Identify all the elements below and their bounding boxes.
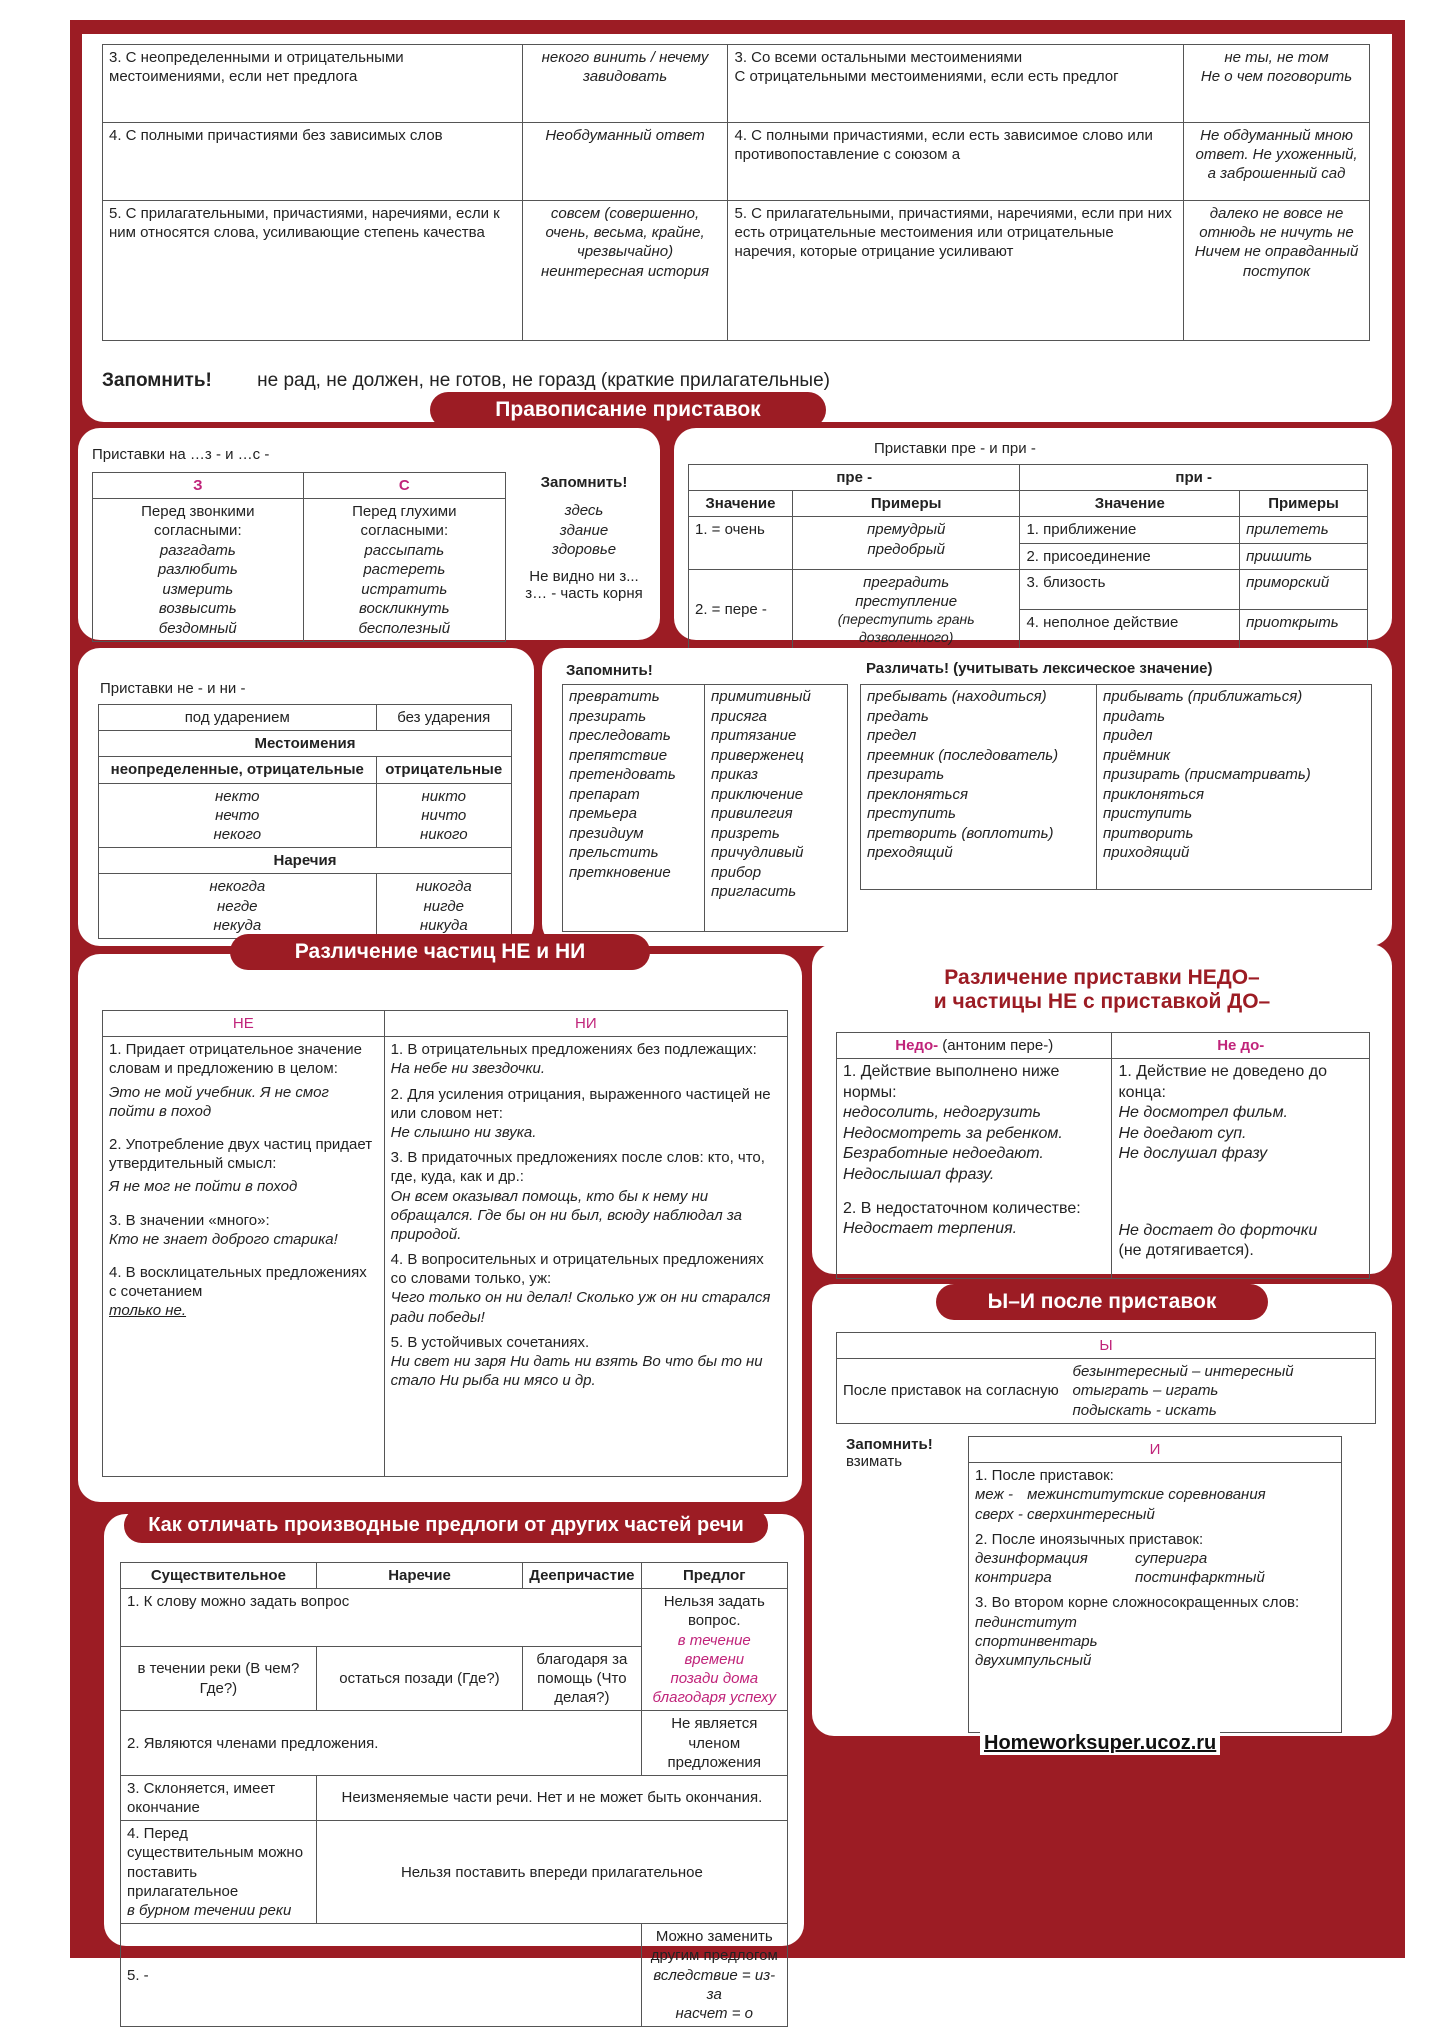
s-desc: Перед глухими согласными: (352, 503, 457, 540)
remember-label: Запомнить! (846, 1436, 933, 1453)
remember-note2: з… - часть корня (525, 584, 643, 602)
ni-example: Чего только он ни делал! Сколько уж он ни старался ради победы! (390, 1289, 771, 1326)
gerund-example: благодаря за помощь (Что делая?) (523, 1646, 641, 1711)
word: ничто (421, 806, 467, 824)
particles-table (102, 1010, 788, 1477)
col-noun: Существительное (121, 1563, 317, 1589)
word: прельстить (569, 844, 659, 861)
ni-head: НИ (384, 1011, 787, 1037)
word: бесполезный (358, 619, 451, 637)
pre-pri-words-panel (542, 648, 1392, 946)
neg-head: отрицательные (376, 757, 511, 783)
nedo-rule: 1. Действие выполнено ниже нормы: (843, 1063, 1060, 1101)
word: некто (215, 787, 260, 805)
ni-example: Не слышно ни звука. (390, 1123, 537, 1141)
word: преемник (последователь) (867, 746, 1059, 764)
neni-caption: Приставки не - и ни - (100, 680, 246, 697)
remember-col-pre (563, 685, 705, 931)
stressed-head: под ударением (99, 705, 377, 731)
zs-caption: Приставки на …з - и …с - (92, 446, 270, 463)
row5-label: 5. - (121, 1924, 642, 2027)
ne-rule: 2. Употребление двух частиц придает утвердительный смысл: (109, 1135, 373, 1173)
word: постинфарктный (1135, 1569, 1265, 1587)
word: претендовать (569, 766, 676, 783)
word: возвысить (158, 600, 237, 618)
word: бездомный (158, 619, 237, 637)
word: здание (559, 521, 609, 539)
prefix: сверх - (975, 1505, 1023, 1523)
ne-do-example: Не дослушал фразу (1118, 1145, 1268, 1163)
prepri-caption: Приставки пре - и при - (874, 440, 1036, 457)
i-rule: 2. После иноязычных приставок: (975, 1530, 1204, 1548)
word: придел (1103, 727, 1153, 744)
remember-label: Запомнить! (102, 370, 212, 391)
prepositions-panel (104, 1514, 804, 2022)
remember-row (102, 370, 830, 392)
remember-text: не рад, не должен, не готов, не горазд (краткие прилагательные) (257, 370, 830, 391)
word: отыграть – играть (1072, 1382, 1219, 1400)
y-i-panel (812, 1284, 1392, 1736)
word: предать (867, 707, 929, 725)
row4-text: Нельзя поставить впереди прилагательное (316, 1821, 787, 1924)
nedo-rule: 2. В недостаточном количестве: (843, 1200, 1081, 1217)
yi-remember (846, 1436, 933, 1470)
pre-pri-table (688, 464, 1368, 651)
ne-head: НЕ (103, 1011, 385, 1037)
nedo-example: Недостает терпения. (843, 1220, 1018, 1238)
col-meaning: Значение (1020, 491, 1240, 517)
ex-5-right: далеко не вовсе не отнюдь не ничуть не Ничем не оправданный поступок (1184, 201, 1370, 341)
word: преткновение (569, 863, 671, 881)
pre-meaning-1: 1. = очень (689, 517, 793, 569)
particles-title: Различение частиц НЕ и НИ (230, 934, 650, 970)
row3-text: Неизменяемые части речи. Нет и не может быть окончания. (316, 1775, 787, 1820)
remember-words-box (562, 684, 848, 932)
ni-rule: 3. В придаточных предложениях после слов: кто, что, где, куда, как и др.: (390, 1149, 765, 1186)
nedo-table (836, 1032, 1370, 1279)
remember-word: взимать (846, 1453, 903, 1470)
word: нечто (215, 806, 260, 824)
col-gerund: Деепричастие (523, 1563, 641, 1589)
word: призреть (711, 824, 780, 842)
ne-do-rule: 1. Действие не доведено до конца: (1118, 1063, 1327, 1101)
word: спортинвентарь (975, 1632, 1098, 1650)
ne-do-rules (1112, 1059, 1370, 1279)
word: межинститутские соревнования (1027, 1486, 1266, 1504)
nedo-title-line1: Различение приставки НЕДО– (944, 966, 1260, 989)
ni-rule: 4. В вопросительных и отрицательных предложениях со словами только, уж: (390, 1251, 764, 1288)
word: примитивный (711, 688, 811, 705)
word: препятствие (569, 746, 668, 764)
col-examples: Примеры (1240, 491, 1368, 517)
row2-preposition: Не является членом предложения (641, 1711, 787, 1776)
ex-3-right: не ты, не том Не о чем поговорить (1184, 45, 1370, 123)
word: растереть (363, 561, 446, 579)
y-rule: После приставок на согласную (837, 1359, 1067, 1424)
ne-ni-prefix-panel (78, 648, 534, 946)
site-watermark: Homeworksuper.ucoz.ru (980, 1732, 1220, 1755)
pre-examples-2 (792, 569, 1020, 650)
nedo-title (812, 966, 1392, 1014)
ne-do-example: Не досмотрел фильм. (1118, 1104, 1288, 1122)
nedo-example: Безработные недоедают. (843, 1145, 1044, 1163)
word: никого (419, 825, 468, 843)
word: предобрый (867, 540, 945, 558)
particles-panel (78, 954, 802, 1502)
col-preposition: Предлог (641, 1563, 787, 1589)
rule-5-left: 5. С прилагательными, причастиями, наречиями, если к ним относятся слова, усиливающие степень качества (103, 201, 523, 341)
ne-rule: 4. В восклицательных предложениях с сочетанием (109, 1263, 367, 1301)
row4-label: 4. Перед существительным можно поставить прилагательное (127, 1825, 304, 1900)
row4-example: в бурном течении реки (127, 1902, 292, 1919)
pre-head: пре - (689, 465, 1020, 491)
ex-4-left: Необдуманный ответ (522, 123, 728, 201)
word: предел (867, 727, 917, 744)
word: презирать (569, 707, 647, 725)
word: насчет = о (675, 2004, 753, 2022)
word: негде (217, 897, 258, 915)
word: прибор (711, 863, 762, 881)
y-examples (1067, 1359, 1376, 1424)
word: приступить (1103, 805, 1193, 822)
word: подыскать - искать (1072, 1401, 1217, 1419)
nedo-head-note: (антоним пере-) (942, 1037, 1054, 1054)
nedo-example: Недослышал фразу. (843, 1165, 995, 1183)
z-remember (516, 474, 652, 602)
poster-frame (70, 20, 1405, 2022)
pre-meaning-2: 2. = пере - (689, 569, 793, 650)
word: присяга (711, 707, 768, 725)
ne-rule: 1. Придает отрицательное значение словам и предложению в целом: (109, 1041, 362, 1078)
ni-rule: 2. Для усиления отрицания, выраженного частицей не или словом нет: (390, 1085, 771, 1122)
i-rules (969, 1463, 1342, 1733)
word: приверженец (711, 746, 804, 764)
word: премьера (569, 805, 637, 822)
prep-note: Нельзя задать вопрос. (663, 1593, 765, 1630)
ne-do-head: Не до- (1112, 1033, 1370, 1059)
rule-4-left: 4. С полными причастиями без зависимых слов (103, 123, 523, 201)
ni-rules (384, 1037, 787, 1477)
z-desc: Перед звонкими согласными: (141, 503, 255, 540)
ne-do-example: Не доедают суп. (1118, 1124, 1247, 1142)
z-words (99, 541, 297, 639)
nedo-example: недосолить, недогрузить (843, 1104, 1041, 1122)
word: преградить (863, 573, 950, 591)
word: никуда (419, 916, 468, 934)
word: препарат (569, 785, 640, 803)
word: прибывать (приближаться) (1103, 688, 1303, 705)
word: в течение времени (677, 1631, 751, 1668)
pri-meaning-3: 3. близость (1020, 569, 1240, 610)
word: приходящий (1103, 844, 1190, 861)
word: нигде (423, 897, 464, 915)
rule-5-right: 5. С прилагательными, причастиями, наречиями, если при них есть отрицательные местоимения или отрицательные наречия, которые отрицание усиливают (728, 201, 1184, 341)
word: здоровье (551, 541, 617, 558)
top-rules-panel (82, 34, 1392, 422)
prefixes-title: Правописание приставок (430, 392, 826, 428)
ne-example: только не. (109, 1302, 187, 1320)
word: преследовать (569, 727, 671, 744)
zs-prefix-panel (78, 428, 660, 640)
word: никогда (415, 878, 472, 896)
pre-pri-panel (674, 428, 1392, 646)
ne-rules (103, 1037, 385, 1477)
prep-note: Можно заменить другим предлогом (650, 1928, 778, 1965)
pri-example-4: приоткрыть (1240, 610, 1368, 651)
noun-example: в течении реки (В чем? Где?) (121, 1646, 317, 1711)
word: преступить (867, 805, 956, 822)
word: призирать (присматривать) (1103, 766, 1311, 783)
pre-examples-1 (792, 517, 1020, 569)
word: контригра (975, 1569, 1052, 1587)
word: дезинформация (975, 1549, 1088, 1567)
word: пребывать (находиться) (867, 688, 1047, 705)
i-rule: 3. Во втором корне сложносокращенных слов: (975, 1594, 1300, 1612)
adverbs-head: Наречия (99, 848, 512, 874)
col-adverb: Наречие (316, 1563, 522, 1589)
word: приклоняться (1103, 785, 1204, 803)
zs-table (92, 472, 506, 642)
word-note: (переступить грань дозволенного) (837, 611, 975, 646)
word: здесь (564, 502, 604, 519)
word: преходящий (867, 844, 953, 861)
i-table (968, 1436, 1342, 1733)
word: президиум (569, 824, 644, 842)
word: преступление (855, 592, 958, 610)
word: премудрый (866, 521, 946, 539)
word: разлюбить (157, 561, 238, 579)
row2-label: 2. Являются членами предложения. (121, 1711, 642, 1776)
word: придать (1103, 707, 1165, 725)
word: приказ (711, 766, 759, 783)
ne-example: Это не мой учебник. Я не смог пойти в поход (109, 1083, 329, 1120)
ni-example: Ни свет ни заря Ни дать ни взять Во что бы то ни стало Ни рыба ни мясо и др. (390, 1353, 763, 1390)
word: пединститут (975, 1613, 1077, 1631)
row1-preposition (641, 1589, 787, 1711)
unstressed-head: без ударения (376, 705, 511, 731)
word: истратить (361, 580, 448, 598)
pri-example-3: приморский (1240, 569, 1368, 610)
word: презирать (867, 766, 945, 783)
s-words (310, 541, 499, 639)
rule-3-right: 3. Со всеми остальными местоимениями С отрицательными местоимениями, если есть предлог (728, 45, 1184, 123)
rule-3-left: 3. С неопределенными и отрицательными местоимениями, если нет предлога (103, 45, 523, 123)
remember-label: Запомнить! (566, 662, 653, 679)
word: некогда (209, 878, 266, 896)
remember-col-pri (705, 685, 847, 931)
remember-label: Запомнить! (540, 474, 628, 491)
col-meaning: Значение (689, 491, 793, 517)
prepositions-table (120, 1562, 788, 2027)
distinguish-col-pri (1097, 685, 1371, 889)
remember-note: Не видно ни з... (529, 567, 639, 585)
ne-rules-table (102, 44, 1370, 341)
prefix: меж - (975, 1486, 1013, 1504)
word: благодаря успеху (652, 1689, 776, 1707)
word: преклоняться (867, 785, 968, 803)
word: превратить (569, 688, 660, 705)
row1-label: 1. К слову можно задать вопрос (121, 1589, 642, 1647)
ni-rule: 5. В устойчивых сочетаниях. (390, 1333, 590, 1351)
nedo-rules (837, 1059, 1112, 1279)
word: никто (421, 787, 467, 805)
nedo-head: Недо- (895, 1037, 939, 1054)
i-rule: 1. После приставок: (975, 1467, 1114, 1485)
word: сверхинтересный (1027, 1505, 1155, 1523)
nedo-title-line2: и частицы НЕ с приставкой ДО– (933, 990, 1271, 1013)
distinguish-col-pre (861, 685, 1097, 889)
pri-example-1: прилететь (1240, 517, 1368, 543)
row5-preposition (641, 1924, 787, 2027)
row3-label: 3. Склоняется, имеет окончание (121, 1775, 317, 1820)
prepositions-title: Как отличать производные предлоги от других частей речи (124, 1508, 768, 1543)
ex-5-left: совсем (совершенно, очень, весьма, крайне, чрезвычайно) неинтересная история (522, 201, 728, 341)
word: вследствие = из-за (653, 1966, 776, 2003)
pronouns-head: Местоимения (99, 731, 512, 757)
y-table (836, 1332, 1376, 1424)
word: приключение (711, 785, 804, 803)
word: двухимпульсный (975, 1651, 1092, 1669)
word: некуда (213, 916, 262, 934)
ne-rule: 3. В значении «много»: (109, 1211, 270, 1229)
word: пригласить (711, 883, 797, 900)
ex-3-left: некого винить / нечему завидовать (522, 45, 728, 123)
pri-meaning-4: 4. неполное действие (1020, 610, 1240, 651)
word: причудливый (711, 844, 804, 861)
word: разгадать (159, 541, 236, 559)
s-head: С (303, 473, 505, 499)
ne-ni-table (98, 704, 512, 939)
col-examples: Примеры (792, 491, 1020, 517)
word: притязание (711, 727, 797, 744)
ne-do-example: Не достает до форточки (1118, 1221, 1318, 1239)
word: приёмник (1103, 746, 1171, 764)
yi-title: Ы–И после приставок (936, 1284, 1268, 1320)
nedo-example: Недосмотреть за ребенком. (843, 1124, 1063, 1142)
pri-meaning-2: 2. присоединение (1020, 543, 1240, 569)
i-head: И (969, 1437, 1342, 1463)
pri-example-2: пришить (1240, 543, 1368, 569)
ni-example: На небе ни звездочки. (390, 1060, 546, 1078)
distinguish-box (860, 684, 1372, 890)
pri-meaning-1: 1. приближение (1020, 517, 1240, 543)
word: привилегия (711, 805, 793, 822)
word: рассыпать (364, 541, 445, 559)
word: измерить (162, 580, 234, 598)
ne-example: Я не мог не пойти в поход (109, 1178, 298, 1196)
adverb-example: остаться позади (Где?) (316, 1646, 522, 1711)
rule-4-right: 4. С полными причастиями, если есть зависимое слово или противопоставление с союзом а (728, 123, 1184, 201)
word: некого (213, 825, 262, 843)
word: позади дома (670, 1669, 759, 1687)
ex-4-right: Не обдуманный мною ответ. Не ухоженный, а заброшенный сад (1184, 123, 1370, 201)
word: безынтересный – интересный (1072, 1363, 1294, 1381)
distinguish-label: Различать! (учитывать лексическое значение) (866, 660, 1213, 677)
word: суперигра (1135, 1549, 1208, 1567)
word: претворить (воплотить) (867, 824, 1054, 842)
ne-do-note: (не дотягивается). (1118, 1242, 1254, 1259)
ni-rule: 1. В отрицательных предложениях без подлежащих: (390, 1041, 757, 1059)
nedo-panel (812, 944, 1392, 1274)
pri-head: при - (1020, 465, 1368, 491)
row4-label-cell (121, 1821, 317, 1924)
ni-example: Он всем оказывал помощь, кто бы к нему ни обращался. Где бы он ни был, всюду наблюдал за природой. (390, 1187, 742, 1243)
word: притворить (1103, 824, 1194, 842)
indef-head: неопределенные, отрицательные (99, 757, 377, 783)
z-head: З (93, 473, 304, 499)
word: воскликнуть (359, 600, 450, 618)
ne-example: Кто не знает доброго старика! (109, 1230, 338, 1248)
y-head: Ы (837, 1333, 1376, 1359)
